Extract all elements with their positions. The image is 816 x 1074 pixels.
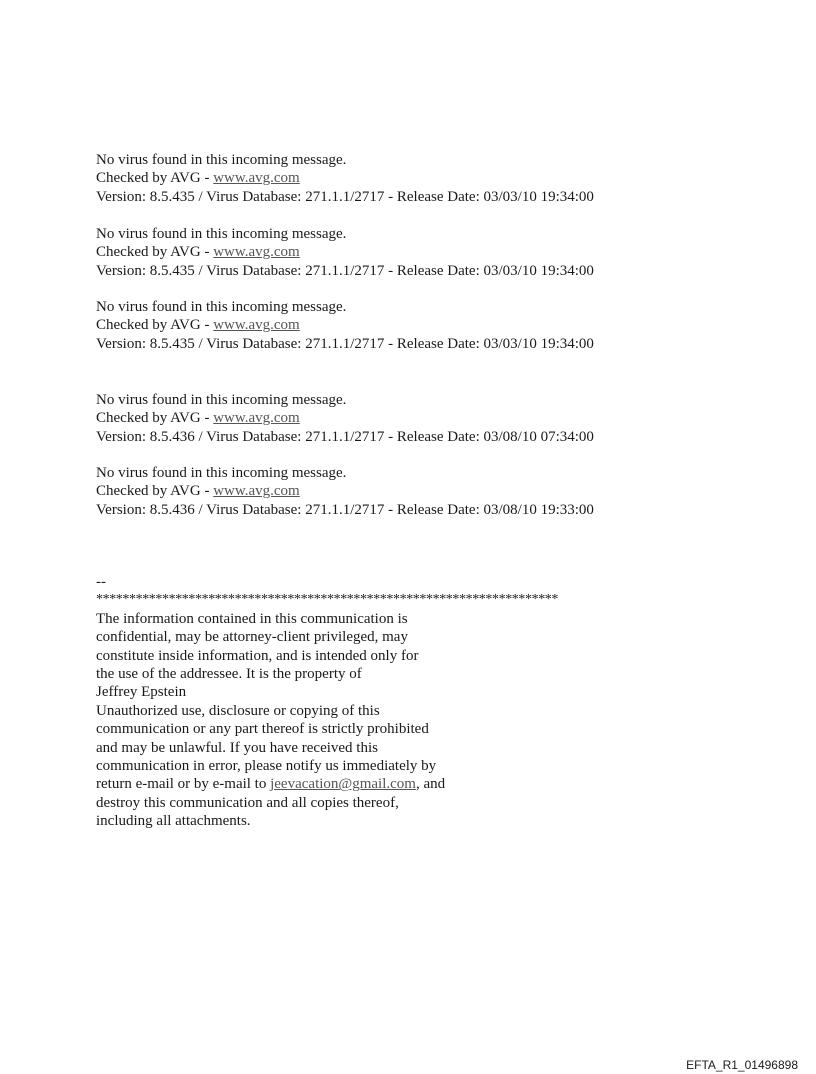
- virus-notice-3: [96, 298, 594, 353]
- notice-version: Version: 8.5.436 / Virus Database: 271.1.1/2717 - Release Date: 03/08/10 19:33:00: [96, 501, 594, 518]
- disclaimer-line: The information contained in this communication is: [96, 610, 408, 627]
- avg-link[interactable]: www.avg.com: [213, 170, 300, 187]
- disclaimer-line: the use of the addressee. It is the property of: [96, 666, 362, 683]
- disclaimer-line: Unauthorized use, disclosure or copying of this: [96, 702, 380, 719]
- checked-prefix: Checked by AVG -: [96, 410, 214, 427]
- avg-link[interactable]: www.avg.com: [213, 410, 300, 427]
- virus-notice-4: [96, 391, 594, 446]
- notice-version: Version: 8.5.435 / Virus Database: 271.1.1/2717 - Release Date: 03/03/10 19:34:00: [96, 262, 594, 279]
- virus-notice-5: [96, 464, 594, 519]
- disclaimer-line: communication or any part thereof is strictly prohibited: [96, 721, 429, 738]
- disclaimer-line: confidential, may be attorney-client privileged, may: [96, 629, 408, 646]
- signature-dashes: --: [96, 574, 106, 590]
- notice-checked: [96, 316, 594, 334]
- avg-link[interactable]: www.avg.com: [213, 317, 300, 334]
- notice-checked: [96, 482, 594, 500]
- email-suffix: , and: [415, 776, 446, 793]
- disclaimer-line: communication in error, please notify us immediately by: [96, 758, 437, 775]
- notice-status: No virus found in this incoming message.: [96, 392, 347, 408]
- disclaimer-email-line: [96, 775, 558, 793]
- notice-version: Version: 8.5.435 / Virus Database: 271.1.1/2717 - Release Date: 03/03/10 19:34:00: [96, 188, 594, 205]
- checked-prefix: Checked by AVG -: [96, 170, 214, 187]
- notice-version: Version: 8.5.436 / Virus Database: 271.1.1/2717 - Release Date: 03/08/10 07:34:00: [96, 428, 594, 445]
- checked-prefix: Checked by AVG -: [96, 317, 214, 334]
- disclaimer-line: and may be unlawful. If you have received this: [96, 739, 378, 756]
- disclaimer-line: destroy this communication and all copies thereof,: [96, 794, 399, 811]
- virus-notice-1: [96, 151, 594, 206]
- virus-notice-2: [96, 225, 594, 280]
- email-link[interactable]: jeevacation@gmail.com: [270, 776, 416, 793]
- notice-status: No virus found in this incoming message.: [96, 152, 347, 168]
- disclaimer-line: Jeffrey Epstein: [96, 684, 187, 701]
- email-prefix: return e-mail or by e-mail to: [96, 776, 271, 793]
- disclaimer-line: including all attachments.: [96, 813, 251, 830]
- document-id: EFTA_R1_01496898: [686, 1058, 798, 1072]
- notice-checked: [96, 243, 594, 261]
- avg-link[interactable]: www.avg.com: [213, 483, 300, 500]
- disclaimer-line: constitute inside information, and is intended only for: [96, 647, 419, 664]
- notice-status: No virus found in this incoming message.: [96, 465, 347, 481]
- checked-prefix: Checked by AVG -: [96, 244, 214, 261]
- checked-prefix: Checked by AVG -: [96, 483, 214, 500]
- disclaimer: [96, 573, 558, 831]
- notice-status: No virus found in this incoming message.: [96, 299, 347, 315]
- notice-checked: [96, 409, 594, 427]
- notice-checked: [96, 169, 594, 187]
- notice-status: No virus found in this incoming message.: [96, 226, 347, 242]
- avg-link[interactable]: www.avg.com: [213, 244, 300, 261]
- notice-version: Version: 8.5.435 / Virus Database: 271.1.1/2717 - Release Date: 03/03/10 19:34:00: [96, 335, 594, 352]
- star-separator: **********************************************************************: [96, 592, 559, 608]
